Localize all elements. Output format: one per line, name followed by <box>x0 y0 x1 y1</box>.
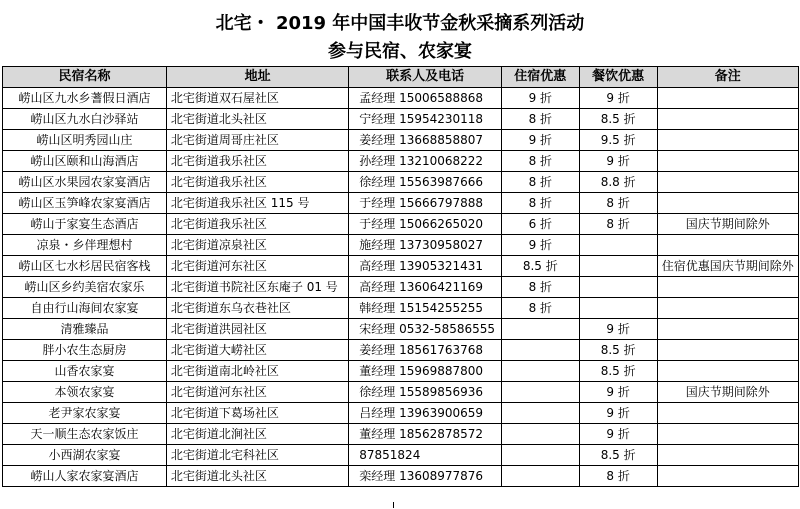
cell-contact: 韩经理 15154255255 <box>349 298 502 319</box>
cell-lodging-discount: 9 折 <box>501 88 579 109</box>
cell-contact: 孙经理 13210068222 <box>349 151 502 172</box>
cell-note <box>657 298 798 319</box>
cell-address: 北宅街道北涧社区 <box>166 424 348 445</box>
cell-lodging-discount <box>501 382 579 403</box>
cell-lodging-discount: 9 折 <box>501 235 579 256</box>
cell-address: 北宅街道双石屋社区 <box>166 88 348 109</box>
cell-note <box>657 319 798 340</box>
cell-address: 北宅街道凉泉社区 <box>166 235 348 256</box>
cell-note <box>657 424 798 445</box>
cell-contact: 吕经理 13963900659 <box>349 403 502 424</box>
cell-lodging-discount: 8 折 <box>501 277 579 298</box>
cell-dining-discount: 8 折 <box>579 466 657 487</box>
cell-dining-discount: 9.5 折 <box>579 130 657 151</box>
cell-contact: 董经理 15969887800 <box>349 361 502 382</box>
cell-note <box>657 361 798 382</box>
cell-contact: 于经理 15066265020 <box>349 214 502 235</box>
table-row <box>3 214 799 235</box>
cell-address: 北宅街道南北岭社区 <box>166 361 348 382</box>
cell-lodging-discount: 9 折 <box>501 130 579 151</box>
cell-contact: 孟经理 15006588868 <box>349 88 502 109</box>
cell-note: 国庆节期间除外 <box>657 214 798 235</box>
cell-address: 北宅街道北头社区 <box>166 109 348 130</box>
cell-note <box>657 151 798 172</box>
cell-note <box>657 193 798 214</box>
cell-note <box>657 235 798 256</box>
cell-dining-discount: 9 折 <box>579 424 657 445</box>
cell-note <box>657 109 798 130</box>
cell-name: 老尹家农家宴 <box>3 403 167 424</box>
cell-name: 崂山区乡约美宿农家乐 <box>3 277 167 298</box>
table-row <box>3 235 799 256</box>
cell-contact: 施经理 13730958027 <box>349 235 502 256</box>
document-subtitle: 参与民宿、农家宴 <box>328 41 472 62</box>
cell-lodging-discount <box>501 319 579 340</box>
table-row <box>3 109 799 130</box>
header-dining: 餐饮优惠 <box>579 67 657 88</box>
cell-contact: 于经理 15666797888 <box>349 193 502 214</box>
cell-dining-discount: 8.5 折 <box>579 361 657 382</box>
cell-note <box>657 277 798 298</box>
cell-name: 崂山区水果园农家宴酒店 <box>3 172 167 193</box>
table-row <box>3 277 799 298</box>
cell-dining-discount <box>579 277 657 298</box>
cell-dining-discount: 8.8 折 <box>579 172 657 193</box>
cell-contact: 董经理 18562878572 <box>349 424 502 445</box>
cell-dining-discount: 9 折 <box>579 319 657 340</box>
cell-name: 凉泉・乡伴理想村 <box>3 235 167 256</box>
cell-lodging-discount: 8 折 <box>501 109 579 130</box>
cell-name: 崂山区明秀园山庄 <box>3 130 167 151</box>
cell-name: 本领农家宴 <box>3 382 167 403</box>
table-row <box>3 298 799 319</box>
cell-address: 北宅街道东乌衣巷社区 <box>166 298 348 319</box>
table-row <box>3 151 799 172</box>
header-name: 民宿名称 <box>3 67 167 88</box>
table-row <box>3 466 799 487</box>
cell-dining-discount: 8.5 折 <box>579 445 657 466</box>
cell-note: 国庆节期间除外 <box>657 382 798 403</box>
table-header-row <box>3 67 799 88</box>
cell-name: 崂山人家农家宴酒店 <box>3 466 167 487</box>
cell-note <box>657 445 798 466</box>
cell-dining-discount: 9 折 <box>579 151 657 172</box>
cell-address: 北宅街道北头社区 <box>166 466 348 487</box>
cell-name: 自由行山海间农家宴 <box>3 298 167 319</box>
cell-address: 北宅街道河东社区 <box>166 256 348 277</box>
cell-name: 山香农家宴 <box>3 361 167 382</box>
cell-dining-discount <box>579 256 657 277</box>
cell-dining-discount <box>579 298 657 319</box>
table-body <box>3 88 799 487</box>
cell-lodging-discount <box>501 340 579 361</box>
cell-lodging-discount <box>501 424 579 445</box>
cell-contact: 高经理 13905321431 <box>349 256 502 277</box>
table-row <box>3 445 799 466</box>
cell-note: 住宿优惠国庆节期间除外 <box>657 256 798 277</box>
cell-lodging-discount: 8 折 <box>501 151 579 172</box>
cell-note <box>657 340 798 361</box>
cell-contact: 徐经理 15589856936 <box>349 382 502 403</box>
cell-name: 崂山于家宴生态酒店 <box>3 214 167 235</box>
cell-name: 崂山区九水乡蓍假日酒店 <box>3 88 167 109</box>
cell-address: 北宅街道我乐社区 <box>166 151 348 172</box>
table-row <box>3 403 799 424</box>
cell-contact: 高经理 13606421169 <box>349 277 502 298</box>
cell-note <box>657 466 798 487</box>
table-row <box>3 319 799 340</box>
table-row <box>3 256 799 277</box>
cell-address: 北宅街道洪园社区 <box>166 319 348 340</box>
cell-address: 北宅街道下葛场社区 <box>166 403 348 424</box>
cell-note <box>657 130 798 151</box>
venue-table <box>2 66 799 487</box>
document-title: 北宅・ 2019 年中国丰收节金秋采摘系列活动 <box>215 13 585 34</box>
cell-lodging-discount: 8 折 <box>501 193 579 214</box>
cell-dining-discount: 8.5 折 <box>579 109 657 130</box>
table-row <box>3 361 799 382</box>
cell-contact: 宁经理 15954230118 <box>349 109 502 130</box>
cell-note <box>657 172 798 193</box>
cell-dining-discount: 9 折 <box>579 382 657 403</box>
table-row <box>3 382 799 403</box>
table-row <box>3 193 799 214</box>
cell-name: 天一顺生态农家饭庄 <box>3 424 167 445</box>
cell-contact: 徐经理 15563987666 <box>349 172 502 193</box>
cell-dining-discount: 9 折 <box>579 88 657 109</box>
cell-name: 崂山区玉笋峰农家宴酒店 <box>3 193 167 214</box>
cell-address: 北宅街道我乐社区 <box>166 172 348 193</box>
cell-lodging-discount <box>501 445 579 466</box>
cell-name: 崂山区七水杉居民宿客栈 <box>3 256 167 277</box>
page-edge-mark <box>393 502 402 508</box>
cell-address: 北宅街道周哥庄社区 <box>166 130 348 151</box>
cell-contact: 姜经理 13668858807 <box>349 130 502 151</box>
table-row <box>3 172 799 193</box>
cell-address: 北宅街道北宅科社区 <box>166 445 348 466</box>
cell-address: 北宅街道河东社区 <box>166 382 348 403</box>
cell-lodging-discount: 8.5 折 <box>501 256 579 277</box>
cell-name: 小西湖农家宴 <box>3 445 167 466</box>
table-row <box>3 130 799 151</box>
cell-lodging-discount: 8 折 <box>501 298 579 319</box>
cell-dining-discount: 8 折 <box>579 193 657 214</box>
cell-address: 北宅街道我乐社区 <box>166 214 348 235</box>
cell-note <box>657 403 798 424</box>
table-row <box>3 340 799 361</box>
cell-dining-discount <box>579 235 657 256</box>
cell-lodging-discount: 8 折 <box>501 172 579 193</box>
cell-lodging-discount <box>501 403 579 424</box>
cell-dining-discount: 9 折 <box>579 403 657 424</box>
cell-contact: 宋经理 0532-58586555 <box>349 319 502 340</box>
header-contact: 联系人及电话 <box>349 67 502 88</box>
header-lodging: 住宿优惠 <box>501 67 579 88</box>
cell-lodging-discount: 6 折 <box>501 214 579 235</box>
cell-name: 崂山区颐和山海酒店 <box>3 151 167 172</box>
cell-name: 崂山区九水白沙驿站 <box>3 109 167 130</box>
cell-address: 北宅街道我乐社区 115 号 <box>166 193 348 214</box>
header-address: 地址 <box>166 67 348 88</box>
cell-note <box>657 88 798 109</box>
cell-address: 北宅街道大崂社区 <box>166 340 348 361</box>
cell-lodging-discount <box>501 361 579 382</box>
cell-name: 胖小农生态厨房 <box>3 340 167 361</box>
cell-lodging-discount <box>501 466 579 487</box>
header-note: 备注 <box>657 67 798 88</box>
cell-name: 清雅臻品 <box>3 319 167 340</box>
cell-contact: 87851824 <box>349 445 502 466</box>
table-row <box>3 88 799 109</box>
cell-address: 北宅街道书院社区东庵子 01 号 <box>166 277 348 298</box>
cell-dining-discount: 8 折 <box>579 214 657 235</box>
table-row <box>3 424 799 445</box>
cell-dining-discount: 8.5 折 <box>579 340 657 361</box>
cell-contact: 姜经理 18561763768 <box>349 340 502 361</box>
cell-contact: 栾经理 13608977876 <box>349 466 502 487</box>
